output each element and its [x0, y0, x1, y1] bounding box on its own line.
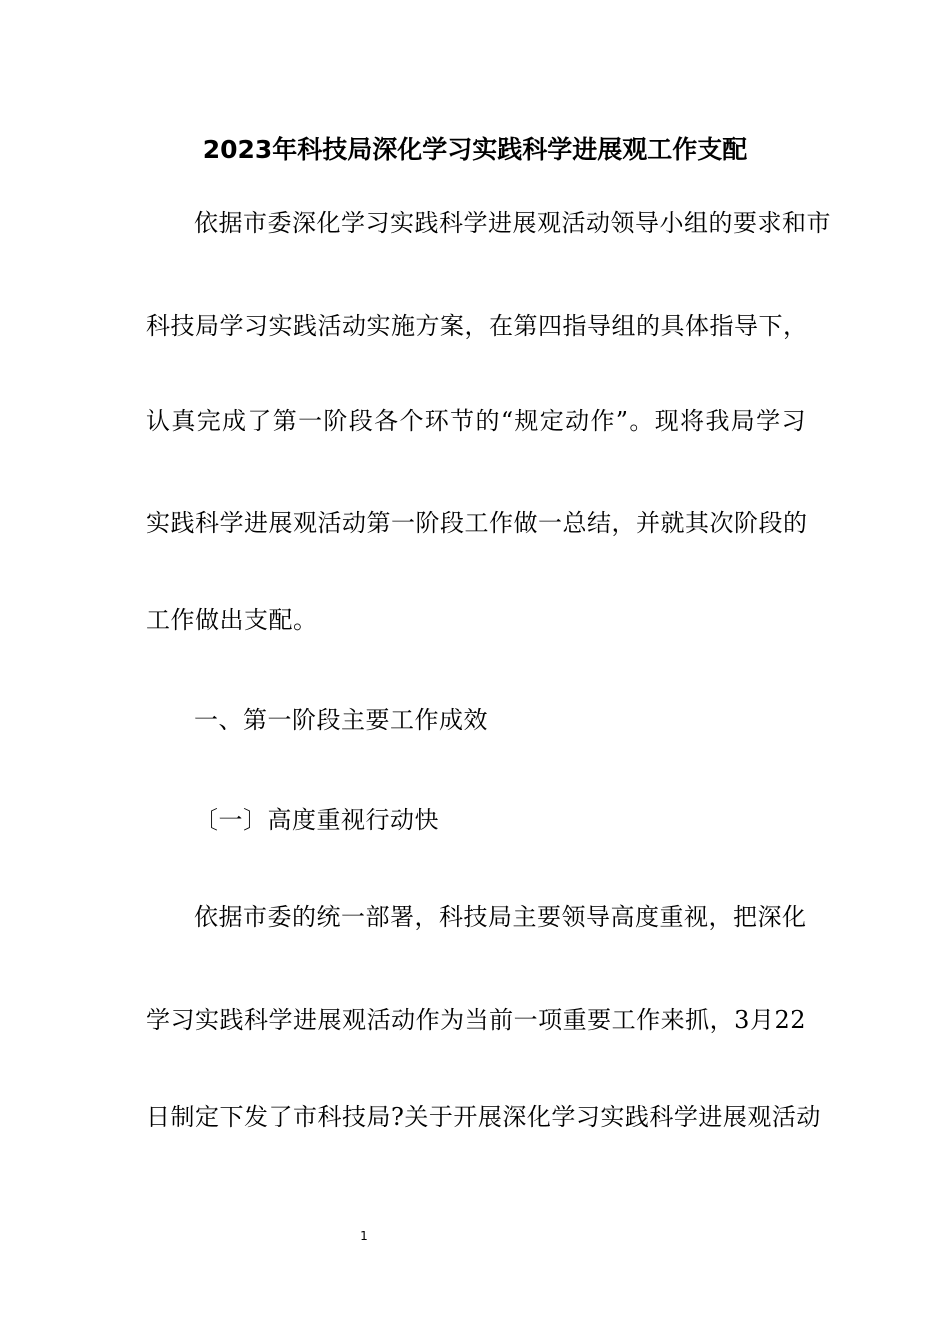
paragraph-line: 学习实践科学进展观活动作为当前一项重要工作来抓，3月22 [146, 1006, 806, 1034]
paragraph-line: 依据市委的统一部署，科技局主要领导高度重视，把深化 [194, 903, 807, 931]
subsection-heading: 〔一〕高度重视行动快 [194, 806, 439, 834]
paragraph-line: 依据市委深化学习实践科学进展观活动领导小组的要求和市 [194, 209, 831, 237]
paragraph-line: 日制定下发了市科技局?关于开展深化学习实践科学进展观活动 [146, 1103, 821, 1131]
paragraph-line: 实践科学进展观活动第一阶段工作做一总结，并就其次阶段的 [146, 509, 808, 537]
page-number: 1 [360, 1229, 368, 1243]
paragraph-line: 科技局学习实践活动实施方案，在第四指导组的具体指导下， [146, 312, 808, 340]
paragraph-line: 认真完成了第一阶段各个环节的“规定动作”。现将我局学习 [146, 407, 806, 435]
section-heading: 一、第一阶段主要工作成效 [194, 706, 488, 734]
document-title: 2023年科技局深化学习实践科学进展观工作支配 [202, 135, 748, 164]
paragraph-line: 工作做出支配。 [146, 606, 318, 634]
